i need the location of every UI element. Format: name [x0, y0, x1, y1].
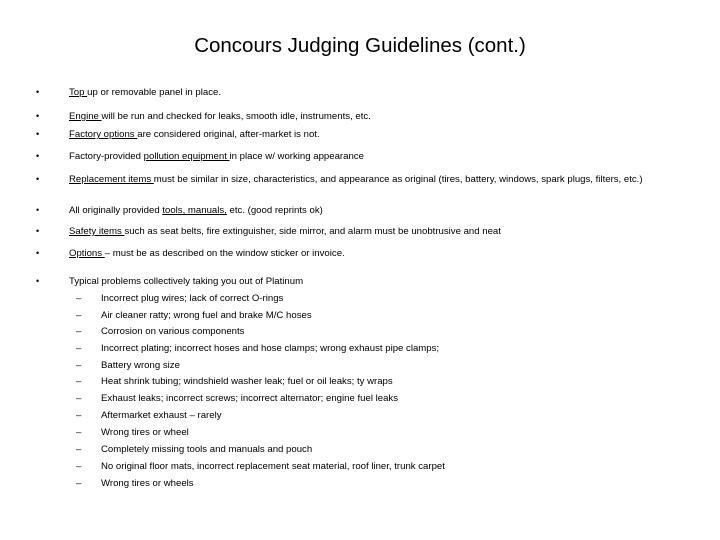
- dash-icon: –: [76, 478, 82, 489]
- dash-icon: –: [76, 360, 82, 371]
- bullet-text: in place w/ working appearance: [229, 151, 364, 162]
- bullet-key-term: Engine: [69, 111, 102, 122]
- dash-icon: –: [76, 410, 82, 421]
- bullet-text: Typical problems collectively taking you out of Platinum: [69, 276, 304, 287]
- bullet-icon: •: [36, 226, 40, 236]
- bullet-icon: •: [36, 248, 40, 258]
- bullet-text: etc. (good reprints ok): [226, 205, 323, 216]
- bullet-text: are considered original, after-market is not.: [137, 129, 320, 140]
- slide-title: Concours Judging Guidelines (cont.): [194, 34, 526, 57]
- sub-item-text: Incorrect plug wires; lack of correct O-rings: [101, 293, 284, 304]
- bullet-text: up or removable panel in place.: [87, 87, 222, 98]
- sub-item-text: Corrosion on various components: [101, 326, 245, 337]
- bullet-text: – must be as described on the window sticker or invoice.: [104, 248, 345, 259]
- bullet-key-term: pollution equipment: [143, 151, 230, 162]
- sub-item-text: Heat shrink tubing; windshield washer leak; fuel or oil leaks; ty wraps: [101, 376, 393, 387]
- dash-icon: –: [76, 293, 82, 304]
- dash-icon: –: [76, 444, 82, 455]
- bullet-text: will be run and checked for leaks, smooth idle, instruments, etc.: [101, 111, 371, 122]
- bullet-text: Factory-provided: [69, 151, 144, 162]
- dash-icon: –: [76, 310, 82, 321]
- sub-item-text: Exhaust leaks; incorrect screws; incorrect alternator; engine fuel leaks: [101, 393, 399, 404]
- bullet-text: All originally provided: [69, 205, 163, 216]
- sub-item-text: Wrong tires or wheels: [101, 478, 194, 489]
- bullet-text: must be similar in size, characteristics, and appearance as original (tires, battery, windows, spark plugs, filters, etc.): [153, 174, 643, 185]
- sub-item-text: Battery wrong size: [101, 360, 180, 371]
- bullet-icon: •: [36, 151, 40, 161]
- bullet-key-term: tools, manuals,: [162, 205, 227, 216]
- bullet-key-term: Replacement items: [69, 174, 154, 185]
- bullet-key-term: Factory options: [69, 129, 138, 140]
- dash-icon: –: [76, 343, 82, 354]
- bullet-icon: •: [36, 87, 40, 97]
- sub-item-text: Wrong tires or wheel: [101, 427, 189, 438]
- bullet-icon: •: [36, 205, 40, 215]
- dash-icon: –: [76, 393, 82, 404]
- bullet-icon: •: [36, 174, 40, 184]
- sub-item-text: Incorrect plating; incorrect hoses and hose clamps; wrong exhaust pipe clamps;: [101, 343, 440, 354]
- bullet-key-term: Safety items: [69, 226, 125, 237]
- sub-item-text: Air cleaner ratty; wrong fuel and brake M/C hoses: [101, 310, 312, 321]
- bullet-icon: •: [36, 129, 40, 139]
- sub-item-text: No original floor mats, incorrect replacement seat material, roof liner, trunk carpet: [101, 461, 445, 472]
- dash-icon: –: [76, 376, 82, 387]
- bullet-key-term: Top: [69, 87, 88, 98]
- bullet-icon: •: [36, 276, 40, 286]
- sub-item-text: Aftermarket exhaust – rarely: [101, 410, 222, 421]
- bullet-text: such as seat belts, fire extinguisher, side mirror, and alarm must be unobtrusive and neat: [124, 226, 501, 237]
- bullet-key-term: Options: [69, 248, 105, 259]
- dash-icon: –: [76, 326, 82, 337]
- bullet-icon: •: [36, 111, 40, 121]
- dash-icon: –: [76, 461, 82, 472]
- sub-item-text: Completely missing tools and manuals and pouch: [101, 444, 313, 455]
- dash-icon: –: [76, 427, 82, 438]
